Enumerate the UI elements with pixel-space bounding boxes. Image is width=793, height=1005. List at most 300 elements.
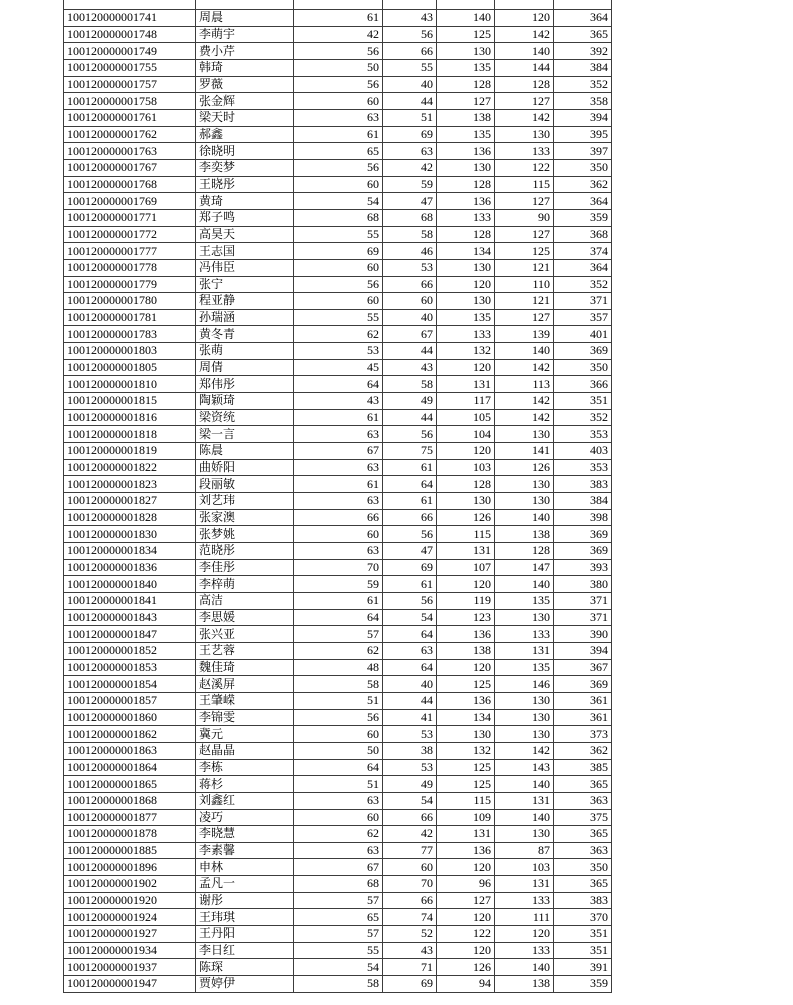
table-row — [64, 276, 612, 293]
candidate-id-cell: 100120000001783 — [64, 326, 196, 343]
candidate-name-cell: 梁一言 — [196, 426, 294, 443]
score-3-cell: 123 — [437, 609, 495, 626]
score-3-cell: 131 — [437, 376, 495, 393]
candidate-id-cell: 100120000001860 — [64, 709, 196, 726]
total-score-cell: 371 — [554, 293, 612, 310]
total-score-cell: 365 — [554, 776, 612, 793]
candidate-name-cell: 韩琦 — [196, 59, 294, 76]
score-3-cell: 131 — [437, 543, 495, 560]
candidate-name-cell: 王晓彤 — [196, 176, 294, 193]
table-row — [64, 942, 612, 959]
score-3-cell: 125 — [437, 676, 495, 693]
score-2-cell: 44 — [383, 409, 437, 426]
score-2-cell: 69 — [383, 976, 437, 993]
score-4-cell: 121 — [495, 259, 554, 276]
score-1-cell: 63 — [294, 109, 383, 126]
candidate-name-cell: 范晓彤 — [196, 543, 294, 560]
score-4-cell: 128 — [495, 543, 554, 560]
candidate-name-cell: 李栋 — [196, 759, 294, 776]
score-4-cell: 142 — [495, 742, 554, 759]
score-3-cell: 130 — [437, 493, 495, 510]
candidate-name-cell: 王丹阳 — [196, 926, 294, 943]
total-score-cell: 365 — [554, 26, 612, 43]
candidate-id-cell: 100120000001748 — [64, 26, 196, 43]
score-4-cell: 133 — [495, 143, 554, 160]
score-1-cell: 56 — [294, 276, 383, 293]
score-1-cell: 60 — [294, 526, 383, 543]
total-score-cell: 364 — [554, 259, 612, 276]
table-row — [64, 592, 612, 609]
column-border-stub — [553, 0, 554, 9]
score-4-cell: 140 — [495, 43, 554, 60]
score-4-cell: 141 — [495, 443, 554, 460]
score-2-cell: 70 — [383, 876, 437, 893]
table-row — [64, 959, 612, 976]
score-2-cell: 43 — [383, 942, 437, 959]
score-1-cell: 60 — [294, 726, 383, 743]
score-2-cell: 58 — [383, 226, 437, 243]
candidate-id-cell: 100120000001769 — [64, 193, 196, 210]
total-score-cell: 395 — [554, 126, 612, 143]
score-2-cell: 60 — [383, 293, 437, 310]
score-2-cell: 47 — [383, 543, 437, 560]
candidate-name-cell: 张金辉 — [196, 93, 294, 110]
total-score-cell: 353 — [554, 426, 612, 443]
score-3-cell: 96 — [437, 876, 495, 893]
score-3-cell: 120 — [437, 276, 495, 293]
candidate-name-cell: 曲娇阳 — [196, 459, 294, 476]
candidate-name-cell: 郑子鸣 — [196, 209, 294, 226]
candidate-id-cell: 100120000001767 — [64, 159, 196, 176]
candidate-id-cell: 100120000001805 — [64, 359, 196, 376]
score-4-cell: 113 — [495, 376, 554, 393]
table-row — [64, 109, 612, 126]
total-score-cell: 367 — [554, 659, 612, 676]
score-3-cell: 136 — [437, 143, 495, 160]
candidate-id-cell: 100120000001853 — [64, 659, 196, 676]
candidate-name-cell: 凌巧 — [196, 809, 294, 826]
score-4-cell: 111 — [495, 909, 554, 926]
score-4-cell: 130 — [495, 709, 554, 726]
candidate-name-cell: 蒋杉 — [196, 776, 294, 793]
candidate-name-cell: 冀元 — [196, 726, 294, 743]
score-3-cell: 136 — [437, 842, 495, 859]
total-score-cell: 383 — [554, 892, 612, 909]
score-1-cell: 62 — [294, 642, 383, 659]
candidate-name-cell: 李素馨 — [196, 842, 294, 859]
total-score-cell: 401 — [554, 326, 612, 343]
score-2-cell: 44 — [383, 343, 437, 360]
score-4-cell: 142 — [495, 359, 554, 376]
score-1-cell: 45 — [294, 359, 383, 376]
candidate-name-cell: 高昊天 — [196, 226, 294, 243]
total-score-cell: 369 — [554, 343, 612, 360]
score-4-cell: 110 — [495, 276, 554, 293]
candidate-name-cell: 陈琛 — [196, 959, 294, 976]
total-score-cell: 397 — [554, 143, 612, 160]
candidate-name-cell: 申林 — [196, 859, 294, 876]
score-4-cell: 127 — [495, 93, 554, 110]
total-score-cell: 384 — [554, 59, 612, 76]
score-4-cell: 140 — [495, 576, 554, 593]
score-1-cell: 69 — [294, 243, 383, 260]
score-4-cell: 130 — [495, 426, 554, 443]
score-3-cell: 127 — [437, 93, 495, 110]
score-4-cell: 138 — [495, 526, 554, 543]
score-1-cell: 66 — [294, 509, 383, 526]
table-row — [64, 859, 612, 876]
score-2-cell: 64 — [383, 626, 437, 643]
score-1-cell: 60 — [294, 293, 383, 310]
score-1-cell: 61 — [294, 409, 383, 426]
candidate-name-cell: 李梓萌 — [196, 576, 294, 593]
score-4-cell: 120 — [495, 10, 554, 27]
score-1-cell: 56 — [294, 43, 383, 60]
candidate-id-cell: 100120000001847 — [64, 626, 196, 643]
total-score-cell: 361 — [554, 692, 612, 709]
candidate-id-cell: 100120000001768 — [64, 176, 196, 193]
score-4-cell: 90 — [495, 209, 554, 226]
candidate-id-cell: 100120000001841 — [64, 592, 196, 609]
table-row — [64, 809, 612, 826]
score-3-cell: 125 — [437, 776, 495, 793]
table-row — [64, 626, 612, 643]
total-score-cell: 363 — [554, 792, 612, 809]
candidate-name-cell: 陈晨 — [196, 443, 294, 460]
score-4-cell: 130 — [495, 126, 554, 143]
score-1-cell: 63 — [294, 842, 383, 859]
score-3-cell: 130 — [437, 726, 495, 743]
score-1-cell: 50 — [294, 742, 383, 759]
score-2-cell: 44 — [383, 692, 437, 709]
table-row — [64, 926, 612, 943]
score-2-cell: 47 — [383, 193, 437, 210]
candidate-id-cell: 100120000001920 — [64, 892, 196, 909]
candidate-id-cell: 100120000001857 — [64, 692, 196, 709]
candidate-id-cell: 100120000001947 — [64, 976, 196, 993]
candidate-id-cell: 100120000001762 — [64, 126, 196, 143]
total-score-cell: 352 — [554, 409, 612, 426]
score-2-cell: 60 — [383, 859, 437, 876]
score-2-cell: 58 — [383, 376, 437, 393]
total-score-cell: 392 — [554, 43, 612, 60]
score-4-cell: 131 — [495, 792, 554, 809]
score-1-cell: 42 — [294, 26, 383, 43]
score-3-cell: 136 — [437, 193, 495, 210]
total-score-cell: 369 — [554, 676, 612, 693]
score-4-cell: 131 — [495, 642, 554, 659]
score-2-cell: 51 — [383, 109, 437, 126]
candidate-name-cell: 冯伟臣 — [196, 259, 294, 276]
score-1-cell: 51 — [294, 692, 383, 709]
table-row — [64, 476, 612, 493]
candidate-name-cell: 梁天时 — [196, 109, 294, 126]
total-score-cell: 351 — [554, 926, 612, 943]
candidate-id-cell: 100120000001828 — [64, 509, 196, 526]
candidate-id-cell: 100120000001834 — [64, 543, 196, 560]
score-4-cell: 103 — [495, 859, 554, 876]
score-1-cell: 60 — [294, 93, 383, 110]
total-score-cell: 353 — [554, 459, 612, 476]
score-2-cell: 63 — [383, 143, 437, 160]
score-4-cell: 142 — [495, 393, 554, 410]
candidate-name-cell: 魏佳琦 — [196, 659, 294, 676]
score-2-cell: 38 — [383, 742, 437, 759]
score-3-cell: 126 — [437, 959, 495, 976]
table-row — [64, 293, 612, 310]
candidate-name-cell: 郝鑫 — [196, 126, 294, 143]
score-3-cell: 131 — [437, 826, 495, 843]
score-1-cell: 62 — [294, 326, 383, 343]
table-row — [64, 726, 612, 743]
score-3-cell: 132 — [437, 343, 495, 360]
score-3-cell: 134 — [437, 243, 495, 260]
total-score-cell: 350 — [554, 859, 612, 876]
score-4-cell: 130 — [495, 692, 554, 709]
table-row — [64, 193, 612, 210]
candidate-name-cell: 罗薇 — [196, 76, 294, 93]
score-3-cell: 136 — [437, 692, 495, 709]
candidate-name-cell: 张宁 — [196, 276, 294, 293]
score-2-cell: 46 — [383, 243, 437, 260]
score-3-cell: 94 — [437, 976, 495, 993]
score-2-cell: 75 — [383, 443, 437, 460]
total-score-cell: 362 — [554, 176, 612, 193]
score-4-cell: 139 — [495, 326, 554, 343]
score-2-cell: 61 — [383, 459, 437, 476]
score-1-cell: 59 — [294, 576, 383, 593]
score-1-cell: 53 — [294, 343, 383, 360]
score-4-cell: 146 — [495, 676, 554, 693]
score-1-cell: 55 — [294, 309, 383, 326]
candidate-name-cell: 刘艺玮 — [196, 493, 294, 510]
candidate-name-cell: 段丽敏 — [196, 476, 294, 493]
candidate-name-cell: 王玮琪 — [196, 909, 294, 926]
candidate-id-cell: 100120000001827 — [64, 493, 196, 510]
score-3-cell: 115 — [437, 526, 495, 543]
column-border-stub — [611, 0, 612, 9]
total-score-cell: 357 — [554, 309, 612, 326]
score-4-cell: 142 — [495, 109, 554, 126]
score-4-cell: 133 — [495, 942, 554, 959]
score-4-cell: 121 — [495, 293, 554, 310]
table-row — [64, 742, 612, 759]
score-3-cell: 104 — [437, 426, 495, 443]
candidate-name-cell: 王肇嵘 — [196, 692, 294, 709]
score-3-cell: 103 — [437, 459, 495, 476]
table-row — [64, 909, 612, 926]
score-1-cell: 67 — [294, 859, 383, 876]
candidate-id-cell: 100120000001778 — [64, 259, 196, 276]
score-3-cell: 120 — [437, 659, 495, 676]
candidate-id-cell: 100120000001772 — [64, 226, 196, 243]
candidate-id-cell: 100120000001780 — [64, 293, 196, 310]
score-4-cell: 135 — [495, 592, 554, 609]
candidate-id-cell: 100120000001878 — [64, 826, 196, 843]
candidate-id-cell: 100120000001852 — [64, 642, 196, 659]
score-1-cell: 63 — [294, 426, 383, 443]
candidate-name-cell: 李锦雯 — [196, 709, 294, 726]
candidate-name-cell: 郑伟彤 — [196, 376, 294, 393]
score-3-cell: 135 — [437, 309, 495, 326]
score-4-cell: 130 — [495, 609, 554, 626]
score-4-cell: 142 — [495, 409, 554, 426]
score-1-cell: 68 — [294, 876, 383, 893]
total-score-cell: 374 — [554, 243, 612, 260]
score-4-cell: 140 — [495, 959, 554, 976]
total-score-cell: 371 — [554, 609, 612, 626]
score-3-cell: 138 — [437, 109, 495, 126]
table-row — [64, 309, 612, 326]
score-3-cell: 130 — [437, 159, 495, 176]
total-score-cell: 350 — [554, 359, 612, 376]
score-2-cell: 40 — [383, 76, 437, 93]
score-2-cell: 77 — [383, 842, 437, 859]
table-row — [64, 59, 612, 76]
total-score-cell: 365 — [554, 826, 612, 843]
score-1-cell: 50 — [294, 59, 383, 76]
score-3-cell: 125 — [437, 759, 495, 776]
score-3-cell: 120 — [437, 576, 495, 593]
score-1-cell: 67 — [294, 443, 383, 460]
candidate-id-cell: 100120000001763 — [64, 143, 196, 160]
total-score-cell: 393 — [554, 559, 612, 576]
score-1-cell: 57 — [294, 626, 383, 643]
score-3-cell: 105 — [437, 409, 495, 426]
table-row — [64, 10, 612, 27]
score-3-cell: 120 — [437, 443, 495, 460]
score-4-cell: 127 — [495, 226, 554, 243]
score-1-cell: 51 — [294, 776, 383, 793]
candidate-name-cell: 张家澳 — [196, 509, 294, 526]
candidate-id-cell: 100120000001761 — [64, 109, 196, 126]
total-score-cell: 384 — [554, 493, 612, 510]
score-1-cell: 57 — [294, 892, 383, 909]
score-4-cell: 130 — [495, 726, 554, 743]
score-4-cell: 127 — [495, 309, 554, 326]
score-3-cell: 120 — [437, 909, 495, 926]
score-3-cell: 120 — [437, 859, 495, 876]
total-score-cell: 351 — [554, 393, 612, 410]
score-2-cell: 53 — [383, 259, 437, 276]
score-4-cell: 115 — [495, 176, 554, 193]
score-2-cell: 56 — [383, 526, 437, 543]
score-1-cell: 70 — [294, 559, 383, 576]
score-4-cell: 130 — [495, 476, 554, 493]
score-2-cell: 66 — [383, 892, 437, 909]
column-border-stub — [63, 0, 64, 9]
score-4-cell: 140 — [495, 343, 554, 360]
score-3-cell: 128 — [437, 76, 495, 93]
candidate-id-cell: 100120000001749 — [64, 43, 196, 60]
table-row — [64, 259, 612, 276]
score-3-cell: 115 — [437, 792, 495, 809]
table-row — [64, 892, 612, 909]
score-3-cell: 119 — [437, 592, 495, 609]
score-1-cell: 43 — [294, 393, 383, 410]
score-4-cell: 135 — [495, 659, 554, 676]
score-1-cell: 55 — [294, 226, 383, 243]
candidate-id-cell: 100120000001777 — [64, 243, 196, 260]
score-1-cell: 63 — [294, 493, 383, 510]
table-row — [64, 876, 612, 893]
candidate-id-cell: 100120000001823 — [64, 476, 196, 493]
total-score-cell: 361 — [554, 709, 612, 726]
score-4-cell: 130 — [495, 493, 554, 510]
total-score-cell: 391 — [554, 959, 612, 976]
total-score-cell: 394 — [554, 109, 612, 126]
total-score-cell: 352 — [554, 76, 612, 93]
score-3-cell: 117 — [437, 393, 495, 410]
score-3-cell: 135 — [437, 126, 495, 143]
candidate-id-cell: 100120000001924 — [64, 909, 196, 926]
candidate-id-cell: 100120000001902 — [64, 876, 196, 893]
score-3-cell: 132 — [437, 742, 495, 759]
score-2-cell: 53 — [383, 759, 437, 776]
total-score-cell: 359 — [554, 976, 612, 993]
score-3-cell: 126 — [437, 509, 495, 526]
score-2-cell: 49 — [383, 393, 437, 410]
table-row — [64, 759, 612, 776]
score-1-cell: 65 — [294, 909, 383, 926]
table-row — [64, 343, 612, 360]
candidate-name-cell: 陶颖琦 — [196, 393, 294, 410]
score-2-cell: 66 — [383, 43, 437, 60]
score-2-cell: 64 — [383, 476, 437, 493]
score-4-cell: 143 — [495, 759, 554, 776]
candidate-name-cell: 王艺蓉 — [196, 642, 294, 659]
score-1-cell: 68 — [294, 209, 383, 226]
score-2-cell: 61 — [383, 493, 437, 510]
score-1-cell: 61 — [294, 592, 383, 609]
total-score-cell: 366 — [554, 376, 612, 393]
table-row — [64, 526, 612, 543]
table-row — [64, 459, 612, 476]
total-score-cell: 383 — [554, 476, 612, 493]
score-3-cell: 130 — [437, 43, 495, 60]
candidate-id-cell: 100120000001781 — [64, 309, 196, 326]
score-2-cell: 49 — [383, 776, 437, 793]
table-row — [64, 43, 612, 60]
score-1-cell: 60 — [294, 176, 383, 193]
candidate-id-cell: 100120000001810 — [64, 376, 196, 393]
table-row — [64, 143, 612, 160]
table-row — [64, 443, 612, 460]
candidate-id-cell: 100120000001854 — [64, 676, 196, 693]
candidate-id-cell: 100120000001927 — [64, 926, 196, 943]
table-row — [64, 509, 612, 526]
score-1-cell: 56 — [294, 76, 383, 93]
candidate-id-cell: 100120000001822 — [64, 459, 196, 476]
total-score-cell: 364 — [554, 10, 612, 27]
table-row — [64, 609, 612, 626]
table-row — [64, 426, 612, 443]
candidate-id-cell: 100120000001836 — [64, 559, 196, 576]
score-3-cell: 136 — [437, 626, 495, 643]
table-row — [64, 76, 612, 93]
table-row — [64, 976, 612, 993]
score-2-cell: 68 — [383, 209, 437, 226]
cropped-previous-row — [63, 0, 612, 9]
total-score-cell: 403 — [554, 443, 612, 460]
score-2-cell: 69 — [383, 559, 437, 576]
table-row — [64, 226, 612, 243]
score-1-cell: 58 — [294, 976, 383, 993]
total-score-cell: 373 — [554, 726, 612, 743]
candidate-id-cell: 100120000001865 — [64, 776, 196, 793]
table-row — [64, 676, 612, 693]
total-score-cell: 394 — [554, 642, 612, 659]
